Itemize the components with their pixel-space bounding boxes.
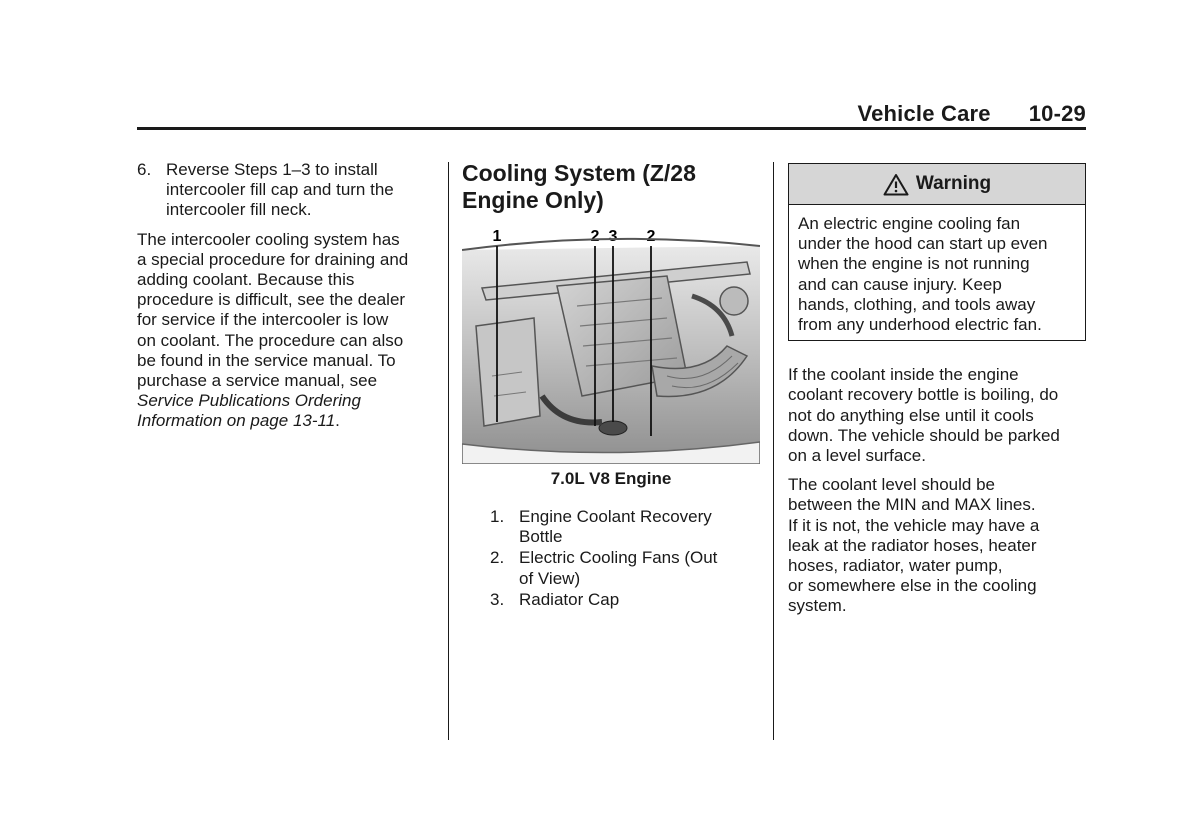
text-line: under the hood can start up even (798, 234, 1048, 254)
warning-label: Warning (915, 172, 992, 194)
text-line: on coolant. The procedure can also (137, 330, 404, 350)
text-line: purchase a service manual, see (137, 371, 378, 391)
legend-number: 1. (490, 507, 505, 526)
step-text (166, 160, 394, 221)
text-line: Bottle (519, 527, 563, 547)
text-line: An electric engine cooling fan (798, 214, 1021, 233)
text-line: The coolant level should be (788, 475, 995, 495)
warning-box (788, 163, 1086, 341)
warning-header (789, 164, 1085, 205)
text-line: hoses, radiator, water pump, (788, 556, 1003, 576)
column-divider-left (448, 162, 449, 740)
radiator-cap (599, 421, 627, 435)
text-line: intercooler fill cap and turn the (166, 180, 394, 200)
title-line: Engine Only) (462, 187, 604, 213)
coolant-recovery-bottle (476, 318, 540, 426)
callout-label: 1 (492, 228, 502, 245)
text-line: intercooler fill neck. (166, 200, 312, 220)
text-line: Engine Coolant Recovery (519, 507, 712, 526)
cross-reference-link: Information on page 13-11 (137, 411, 336, 431)
text-line: be found in the service manual. To (137, 350, 396, 370)
text-line: not do anything else until it cools (788, 405, 1034, 425)
text-line: hands, clothing, and tools away (798, 294, 1036, 314)
text-line: If it is not, the vehicle may have a (788, 515, 1040, 535)
column-divider-right (773, 162, 774, 740)
text-line: adding coolant. Because this (137, 270, 355, 290)
text-line: between the MIN and MAX lines. (788, 495, 1036, 515)
callout-label: 3 (608, 228, 618, 245)
cross-reference-line: Service Publications Ordering (137, 391, 361, 411)
text-line: on a level surface. (788, 446, 926, 466)
legend-number: 2. (490, 548, 505, 568)
text-line: Reverse Steps 1–3 to install (166, 160, 378, 179)
figure-legend (490, 507, 740, 611)
page-header (857, 101, 1086, 127)
boiling-coolant-paragraph (788, 365, 1086, 466)
callout-label: 2 (646, 228, 656, 245)
text-line: and can cause injury. Keep (798, 274, 1002, 294)
text-line: or somewhere else in the cooling (788, 576, 1037, 596)
legend-item (490, 590, 740, 610)
figure-caption: 7.0L V8 Engine (550, 469, 672, 488)
text-line: If the coolant inside the engine (788, 365, 1019, 385)
text-line: procedure is difficult, see the dealer (137, 290, 406, 310)
header-rule (137, 127, 1086, 130)
step-number: 6. (137, 160, 152, 179)
middle-column (462, 160, 762, 609)
text-line: system. (788, 596, 847, 616)
engine-illustration (462, 226, 760, 464)
text-line: from any underhood electric fan. (798, 315, 1042, 335)
text-line: for service if the intercooler is low (137, 310, 389, 330)
legend-item (490, 507, 740, 547)
trailing-period: . (335, 411, 340, 431)
step-6 (137, 160, 437, 221)
intercooler-paragraph (137, 230, 437, 432)
coolant-level-paragraph (788, 475, 1086, 616)
callout-label: 2 (590, 228, 600, 245)
text-line: coolant recovery bottle is boiling, do (788, 385, 1059, 405)
warning-body (789, 205, 1085, 340)
reservoir-cap (720, 287, 748, 315)
left-column (137, 160, 437, 432)
text-line: leak at the radiator hoses, heater (788, 535, 1037, 555)
section-title (462, 160, 762, 214)
text-line: a special procedure for draining and (137, 249, 409, 269)
text-line: Radiator Cap (519, 589, 620, 609)
text-line: The intercooler cooling system has (137, 229, 400, 249)
text-line: Electric Cooling Fans (Out (519, 548, 718, 568)
title-line: Cooling System (Z/28 (462, 160, 696, 186)
text-line: when the engine is not running (798, 254, 1030, 274)
text-line: down. The vehicle should be parked (788, 425, 1060, 445)
warning-triangle-icon (883, 173, 909, 196)
text-line: of View) (519, 568, 581, 588)
legend-item (490, 548, 740, 588)
right-column (788, 163, 1086, 617)
header-page-number: 10-29 (1028, 101, 1086, 126)
header-section-title: Vehicle Care (857, 101, 991, 126)
legend-number: 3. (490, 589, 505, 609)
